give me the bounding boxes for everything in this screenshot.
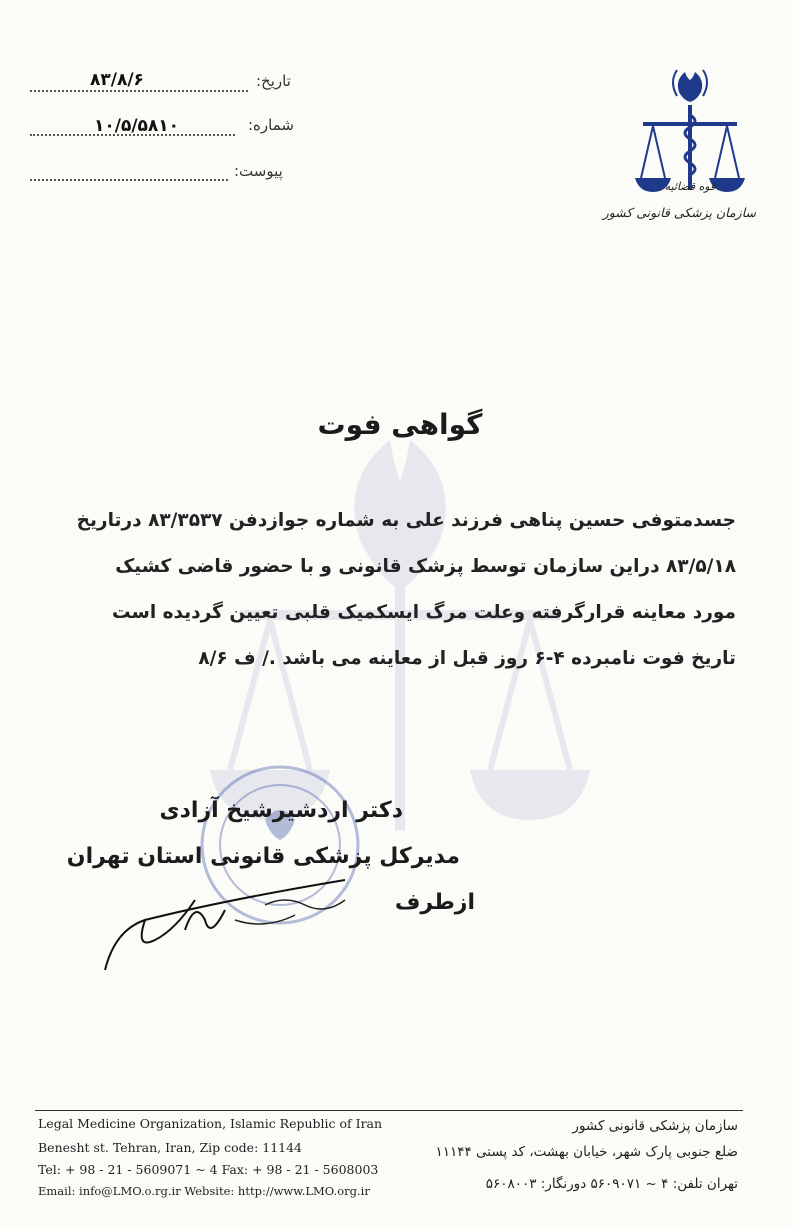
footer-fa-phone: تهران تلفن: ۴ ~ ۵۶۰۹۰۷۱ دورنگار: ۵۶۰۸۰۰۳	[485, 1176, 738, 1192]
number-value: ۱۰/۵/۵۸۱۰	[94, 116, 180, 136]
footer-en-address: Benesht st. Tehran, Iran, Zip code: 11144	[38, 1140, 303, 1155]
date-value: ۸۳/۸/۶	[90, 70, 144, 90]
header-fields	[30, 62, 330, 192]
number-label: شماره:	[248, 116, 294, 134]
footer-fa-org: سازمان پزشکی قانونی کشور	[572, 1118, 738, 1134]
signatory-position: مدیرکل پزشکی قانونی استان تهران	[66, 844, 460, 869]
attachment-dotted-line	[30, 179, 228, 181]
footer-fa-address: ضلع جنوبی پارک شهر، خیابان بهشت، کد پستی ۱۱۱۴۴	[435, 1144, 738, 1160]
footer-en-phone: Tel: + 98 - 21 - 5609071 ~ 4 Fax: + 98 - 21 - 5608003	[38, 1162, 379, 1177]
signatory-name: دکتر اردشیرشیخ آزادی	[159, 798, 403, 823]
date-label: تاریخ:	[256, 72, 291, 90]
body-line: جسدمتوفی حسین پناهی فرزند علی به شماره جوازدفن ۸۳/۳۵۳۷ درتاریخ	[76, 510, 736, 531]
footer-rule	[35, 1110, 743, 1111]
body-line: مورد معاینه قرارگرفته وعلت مرگ ایسکمیک قلبی تعیین گردیده است	[112, 602, 736, 623]
attachment-label: پیوست:	[234, 162, 283, 180]
document-title: گواهی فوت	[317, 408, 483, 441]
organization-logo	[602, 60, 760, 235]
logo-caption-bottom: سازمان پزشکی قانونی کشور	[602, 205, 756, 220]
document-body	[40, 510, 736, 694]
on-behalf-label: ازطرف	[394, 890, 475, 915]
date-dotted-line	[30, 90, 248, 92]
footer-en-web: Email: info@LMO.o.rg.ir Website: http://www.LMO.org.ir	[38, 1184, 370, 1198]
body-line: تاریخ فوت نامبرده ۴-۶ روز قبل از معاینه می باشد ./ ف ۸/۶	[198, 648, 736, 669]
footer-en-org: Legal Medicine Organization, Islamic Republic of Iran	[38, 1116, 383, 1131]
logo-caption-top: قوه قضائیه	[664, 180, 716, 193]
body-line: ۸۳/۵/۱۸ دراین سازمان توسط پزشک قانونی و با حضور قاضی کشیک	[115, 556, 736, 577]
scales-of-justice-icon	[625, 60, 755, 200]
handwritten-signature-icon	[85, 860, 385, 980]
